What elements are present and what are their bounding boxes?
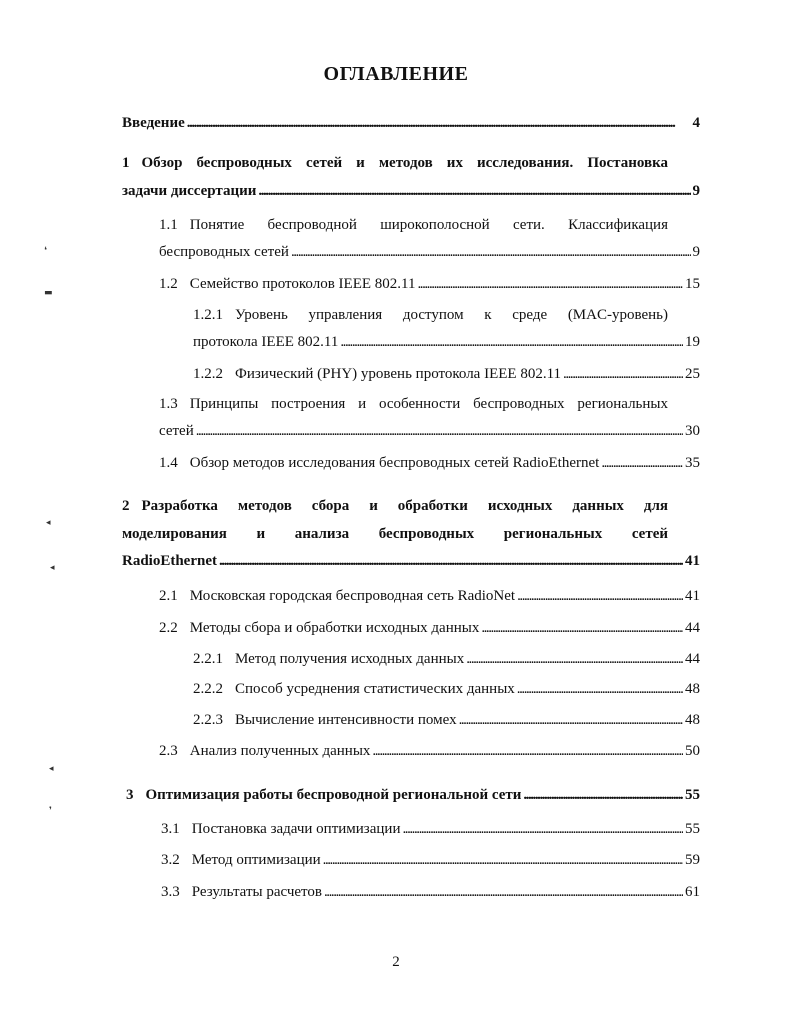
toc-entry-introduction (122, 113, 700, 133)
toc-entry-number: 1 (122, 155, 130, 171)
toc-entry-1-line2 (122, 181, 700, 201)
toc-entry-page: 41 (685, 588, 700, 604)
toc-entry-page: 25 (685, 366, 700, 382)
toc-entry-page: 35 (685, 455, 700, 471)
toc-entry-text: Способ усреднения статистических данных (235, 681, 515, 697)
toc-entry-text: Постановка задачи оптимизации (191, 821, 401, 837)
toc-entry-1-2-1-line1 (193, 305, 668, 325)
toc-leader-dots (323, 850, 683, 870)
toc-entry-2-3 (159, 741, 700, 761)
toc-entry-3-2 (161, 850, 700, 870)
toc-leader-dots (324, 882, 683, 902)
toc-entry-text: Обзор методов исследования беспроводных сетей RadioEthernet (189, 455, 600, 471)
toc-entry-2-2 (159, 618, 700, 638)
toc-entry-text: моделирования и анализа беспроводных региональных сетей (122, 526, 668, 542)
toc-entry-1-2-1-line2 (193, 332, 700, 352)
toc-entry-text: Понятие беспроводной широкополосной сети. Классификация (189, 217, 668, 233)
toc-entry-page: 48 (685, 712, 700, 728)
toc-entry-number: 1.2 (159, 276, 178, 292)
toc-entry-2-2-1 (193, 649, 700, 669)
toc-leader-dots (196, 421, 683, 441)
toc-entry-page: 41 (685, 553, 700, 569)
scan-mark: ❛ (44, 246, 47, 256)
toc-entry-text: Введение (122, 115, 185, 131)
toc-entry-text: Уровень управления доступом к среде (MAC-уровень) (235, 307, 668, 323)
scan-mark: ◂ (46, 518, 51, 528)
page-number: 2 (392, 954, 400, 970)
toc-entry-number: 3 (126, 787, 134, 803)
toc-entry-text: Разработка методов сбора и обработки исходных данных для (141, 498, 668, 514)
toc-entry-2-line3 (122, 551, 700, 571)
toc-entry-text: беспроводных сетей (159, 244, 289, 260)
toc-leader-dots (466, 649, 683, 669)
toc-entry-number: 1.4 (159, 455, 178, 471)
toc-entry-page: 59 (685, 852, 700, 868)
toc-entry-number: 2.2.2 (193, 681, 223, 697)
toc-entry-text: сетей (159, 423, 194, 439)
toc-entry-2-line1 (122, 496, 668, 516)
scan-mark: ◂ (49, 764, 54, 774)
toc-entry-text: Принципы построения и особенности беспроводных региональных (189, 396, 668, 412)
toc-entry-1-3-line1 (159, 394, 668, 414)
toc-entry-number: 2.1 (159, 588, 178, 604)
toc-entry-page: 9 (692, 183, 700, 199)
scan-mark: ❜ (49, 806, 52, 816)
toc-entry-text: Анализ полученных данных (189, 743, 371, 759)
toc-entry-1-2 (159, 274, 700, 294)
toc-leader-dots (219, 551, 683, 571)
toc-entry-page: 15 (685, 276, 700, 292)
toc-entry-number: 1.2.2 (193, 366, 223, 382)
toc-leader-dots (601, 453, 683, 473)
toc-entry-text: Метод получения исходных данных (235, 651, 465, 667)
scan-mark: ◂ (50, 563, 55, 573)
toc-entry-text: Семейство протоколов IEEE 802.11 (189, 276, 416, 292)
toc-entry-1-1-line2 (159, 242, 700, 262)
toc-entry-number: 1.2.1 (193, 307, 223, 323)
toc-entry-text: задачи диссертации (122, 183, 257, 199)
toc-entry-1-line1 (122, 153, 668, 173)
scan-mark: ▬ (44, 288, 53, 298)
toc-entry-3-3 (161, 882, 700, 902)
toc-entry-page: 19 (685, 334, 700, 350)
toc-leader-dots (481, 618, 683, 638)
toc-entry-page: 61 (685, 884, 700, 900)
toc-entry-number: 3.2 (161, 852, 180, 868)
toc-entry-number: 2 (122, 498, 130, 514)
toc-entry-text: Московская городская беспроводная сеть RadioNet (189, 588, 516, 604)
toc-leader-dots (417, 274, 683, 294)
toc-entry-text: Метод оптимизации (191, 852, 321, 868)
toc-entry-page: 55 (685, 787, 700, 803)
toc-entry-page: 4 (692, 115, 700, 131)
toc-entry-number: 1.1 (159, 217, 178, 233)
toc-entry-1-2-2 (193, 364, 700, 384)
toc-leader-dots (517, 586, 683, 606)
toc-entry-text: RadioEthernet (122, 553, 217, 569)
toc-entry-text: Результаты расчетов (191, 884, 322, 900)
toc-entry-text: Обзор беспроводных сетей и методов их исследования. Постановка (141, 155, 668, 171)
toc-entry-1-1-line1 (159, 215, 668, 235)
toc-entry-page: 9 (692, 244, 700, 260)
toc-entry-text: протокола IEEE 802.11 (193, 334, 339, 350)
toc-leader-dots (459, 710, 683, 730)
toc-entry-1-3-line2 (159, 421, 700, 441)
toc-entry-2-line2 (122, 524, 668, 544)
toc-entry-page: 48 (685, 681, 700, 697)
toc-leader-dots (258, 181, 690, 201)
toc-entry-text: Физический (PHY) уровень протокола IEEE 802.11 (235, 366, 562, 382)
toc-entry-page: 55 (685, 821, 700, 837)
toc-entry-page: 44 (685, 651, 700, 667)
toc-entry-text: Методы сбора и обработки исходных данных (189, 620, 480, 636)
toc-entry-2-1 (159, 586, 700, 606)
toc-leader-dots (291, 242, 691, 262)
toc-entry-page: 44 (685, 620, 700, 636)
toc-entry-3 (126, 785, 700, 805)
toc-entry-1-4 (159, 453, 700, 473)
toc-leader-dots (523, 785, 683, 805)
toc-leader-dots (402, 819, 683, 839)
toc-entry-number: 2.3 (159, 743, 178, 759)
page-title: ОГЛАВЛЕНИЕ (323, 63, 469, 85)
toc-entry-number: 1.3 (159, 396, 178, 412)
toc-entry-number: 3.3 (161, 884, 180, 900)
toc-entry-number: 2.2 (159, 620, 178, 636)
toc-entry-2-2-2 (193, 679, 700, 699)
toc-entry-number: 2.2.1 (193, 651, 223, 667)
toc-entry-text: Вычисление интенсивности помех (235, 712, 457, 728)
toc-entry-text: Оптимизация работы беспроводной региональной сети (145, 787, 522, 803)
toc-leader-dots (187, 113, 691, 133)
toc-leader-dots (563, 364, 683, 384)
toc-entry-2-2-3 (193, 710, 700, 730)
toc-leader-dots (372, 741, 683, 761)
toc-leader-dots (517, 679, 683, 699)
toc-entry-number: 2.2.3 (193, 712, 223, 728)
toc-entry-page: 50 (685, 743, 700, 759)
toc-entry-number: 3.1 (161, 821, 180, 837)
toc-entry-3-1 (161, 819, 700, 839)
toc-leader-dots (340, 332, 683, 352)
toc-entry-page: 30 (685, 423, 700, 439)
